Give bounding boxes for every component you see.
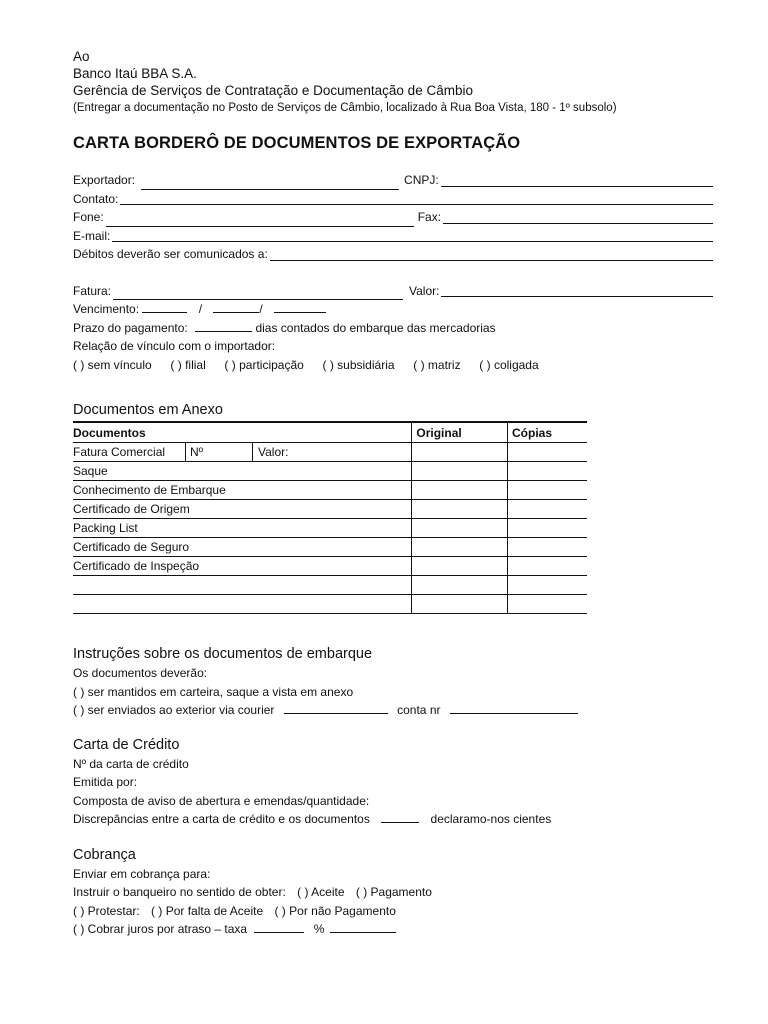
- addressee-to: Ao: [73, 49, 90, 64]
- docs-table: [73, 421, 587, 614]
- vencimento-day-field[interactable]: [142, 300, 187, 313]
- exportador-field[interactable]: [141, 177, 399, 190]
- original-cell[interactable]: [412, 595, 508, 614]
- copias-cell[interactable]: [508, 538, 587, 557]
- cnpj-label: CNPJ:: [404, 173, 439, 187]
- juros-taxa-field[interactable]: [254, 920, 304, 933]
- header-copias: Cópias: [508, 422, 587, 443]
- checkbox-filial[interactable]: ( ): [170, 357, 182, 372]
- doc-label: Conhecimento de Embarque: [73, 481, 412, 500]
- discrepancias-field[interactable]: [381, 810, 419, 823]
- vencimento-month-field[interactable]: [213, 300, 259, 313]
- original-cell[interactable]: [412, 500, 508, 519]
- doc-label: Saque: [73, 462, 412, 481]
- addressee-bank: Banco Itaú BBA S.A.: [73, 66, 197, 81]
- cobranca-enviar: Enviar em cobrança para:: [73, 866, 211, 881]
- carta-emitida: Emitida por:: [73, 775, 138, 789]
- doc-label: Certificado de Origem: [73, 500, 412, 519]
- fatura-valor-label: Valor:: [258, 445, 289, 459]
- valor-label: Valor:: [409, 283, 440, 298]
- prazo-row: [73, 319, 713, 338]
- carta-numero: Nº da carta de crédito: [73, 756, 189, 771]
- checkbox-courier[interactable]: ( ): [73, 703, 85, 717]
- vencimento-year-field[interactable]: [274, 300, 326, 313]
- prazo-label: Prazo do pagamento:: [73, 320, 188, 335]
- fax-field[interactable]: [443, 211, 713, 224]
- fax-label: Fax:: [417, 210, 442, 224]
- original-cell[interactable]: [412, 557, 508, 576]
- cobranca-juros-row: [73, 920, 713, 939]
- copias-cell[interactable]: [508, 576, 587, 595]
- checkbox-coligada[interactable]: ( ): [479, 357, 491, 372]
- vencimento-label: Vencimento:: [73, 302, 140, 316]
- falta-aceite-label: Por falta de Aceite: [165, 903, 264, 918]
- option-filial-label: filial: [185, 357, 206, 372]
- email-field[interactable]: [112, 229, 713, 242]
- table-row: [73, 557, 587, 576]
- fatura-numero-label: Nº: [186, 443, 253, 461]
- contato-field[interactable]: [120, 192, 713, 205]
- option-matriz-label: matriz: [427, 357, 461, 372]
- fatura-field[interactable]: [113, 287, 403, 300]
- table-row: [73, 538, 587, 557]
- doc-label: Certificado de Seguro: [73, 538, 412, 557]
- email-label: E-mail:: [73, 228, 111, 243]
- nao-pagamento-label: Por não Pagamento: [289, 903, 396, 918]
- original-cell[interactable]: [412, 481, 508, 500]
- header-documentos: Documentos: [73, 422, 412, 443]
- fatura-comercial-label: Fatura Comercial: [73, 443, 186, 461]
- carta-discrepancias-row: [73, 810, 713, 829]
- form-title: CARTA BORDERÔ DE DOCUMENTOS DE EXPORTAÇÃO: [73, 134, 521, 152]
- contato-label: Contato:: [73, 191, 119, 206]
- fone-label: Fone:: [73, 210, 104, 224]
- copias-cell[interactable]: [508, 462, 587, 481]
- carta-declaramo: declaramo-nos cientes: [430, 812, 552, 826]
- form-page: [73, 48, 713, 939]
- checkbox-matriz[interactable]: ( ): [413, 357, 425, 372]
- vencimento-slash-2: /: [259, 302, 263, 316]
- checkbox-nao-pagamento[interactable]: ( ): [274, 903, 286, 918]
- cobranca-instruir-label: Instruir o banqueiro no sentido de obter:: [73, 885, 286, 899]
- copias-cell[interactable]: [508, 500, 587, 519]
- checkbox-protestar[interactable]: ( ): [73, 903, 85, 918]
- table-row: [73, 519, 587, 538]
- cobranca-protestar-row: [73, 902, 713, 921]
- juros-percent-field[interactable]: [330, 920, 396, 933]
- vinculo-options-row: [73, 356, 713, 375]
- fone-row: [73, 208, 713, 227]
- debitos-field[interactable]: [270, 248, 713, 261]
- checkbox-sem-vinculo[interactable]: ( ): [73, 357, 85, 372]
- checkbox-participacao[interactable]: ( ): [224, 357, 236, 372]
- doc-label: Certificado de Inspeção: [73, 557, 412, 576]
- table-row: [73, 576, 587, 595]
- cnpj-field[interactable]: [441, 174, 713, 187]
- checkbox-falta-aceite[interactable]: ( ): [151, 903, 163, 918]
- table-row: [73, 443, 587, 462]
- addressee-department: Gerência de Serviços de Contratação e Documentação de Câmbio: [73, 83, 473, 98]
- doc-label-blank[interactable]: [73, 576, 412, 595]
- carta-composta: Composta de aviso de abertura e emendas/quantidade:: [73, 793, 370, 808]
- carta-credito-title: Carta de Crédito: [73, 736, 180, 753]
- checkbox-aceite[interactable]: ( ): [297, 885, 309, 899]
- debitos-row: [73, 245, 713, 264]
- relacao-label: Relação de vínculo com o importador:: [73, 339, 276, 353]
- instrucoes-opt2-label: ser enviados ao exterior via courier: [87, 703, 275, 717]
- option-participacao-label: participação: [239, 357, 304, 372]
- fone-field[interactable]: [106, 214, 414, 227]
- original-cell[interactable]: [412, 519, 508, 538]
- pagamento-label: Pagamento: [370, 885, 432, 899]
- copias-cell[interactable]: [508, 595, 587, 614]
- addressee-note: (Entregar a documentação no Posto de Serviços de Câmbio, localizado à Rua Boa Vista, 180 - 1º subsolo): [73, 102, 617, 114]
- table-row: [73, 500, 587, 519]
- carta-discrepancias-label: Discrepâncias entre a carta de crédito e os documentos: [73, 812, 370, 826]
- copias-cell[interactable]: [508, 443, 587, 462]
- juros-label: Cobrar juros por atraso – taxa: [87, 922, 248, 936]
- conta-label: conta nr: [397, 703, 441, 717]
- email-row: [73, 227, 713, 246]
- table-row: [73, 595, 587, 614]
- docs-table-header: [73, 422, 587, 443]
- option-subsidiaria-label: subsidiária: [337, 357, 395, 372]
- instrucoes-opt2-row: [73, 701, 713, 720]
- doc-label: Packing List: [73, 519, 412, 538]
- instrucoes-intro: Os documentos deverão:: [73, 666, 208, 680]
- vencimento-slash-1: /: [198, 302, 203, 316]
- vencimento-row: [73, 300, 713, 319]
- prazo-suffix: dias contados do embarque das mercadorias: [255, 320, 496, 335]
- header-original: Original: [412, 422, 508, 443]
- checkbox-carteira[interactable]: ( ): [73, 684, 85, 699]
- conta-field[interactable]: [450, 701, 578, 714]
- fatura-label: Fatura:: [73, 283, 112, 298]
- copias-cell[interactable]: [508, 481, 587, 500]
- original-cell[interactable]: [412, 538, 508, 557]
- exportador-row: [73, 171, 713, 190]
- checkbox-pagamento[interactable]: ( ): [355, 885, 368, 899]
- original-cell[interactable]: [412, 462, 508, 481]
- exportador-label: Exportador:: [73, 173, 136, 187]
- contato-row: [73, 190, 713, 209]
- original-cell[interactable]: [412, 576, 508, 595]
- table-row: [73, 462, 587, 481]
- courier-field[interactable]: [284, 701, 388, 714]
- copias-cell[interactable]: [508, 557, 587, 576]
- checkbox-subsidiaria[interactable]: ( ): [322, 357, 334, 372]
- checkbox-juros[interactable]: ( ): [73, 922, 85, 936]
- doc-label-blank[interactable]: [73, 595, 412, 614]
- table-row: [73, 481, 587, 500]
- instrucoes-title: Instruções sobre os documentos de embarque: [73, 646, 373, 662]
- fatura-row: [73, 282, 713, 301]
- prazo-field[interactable]: [195, 319, 252, 332]
- cobranca-title: Cobrança: [73, 846, 136, 863]
- protestar-label: Protestar:: [87, 903, 140, 918]
- cobranca-instruir-row: [73, 883, 713, 902]
- copias-cell[interactable]: [508, 519, 587, 538]
- docs-section-title: Documentos em Anexo: [73, 402, 223, 418]
- instrucoes-opt1-label: ser mantidos em carteira, saque a vista em anexo: [87, 684, 354, 699]
- option-coligada-label: coligada: [493, 357, 539, 372]
- original-cell[interactable]: [412, 443, 508, 462]
- aceite-label: Aceite: [311, 885, 345, 899]
- percent-label: %: [313, 922, 325, 936]
- instrucoes-opt1-row: [73, 683, 713, 702]
- option-sem-vinculo-label: sem vínculo: [87, 357, 152, 372]
- debitos-label: Débitos deverão ser comunicados a:: [73, 247, 268, 261]
- valor-field[interactable]: [441, 284, 713, 297]
